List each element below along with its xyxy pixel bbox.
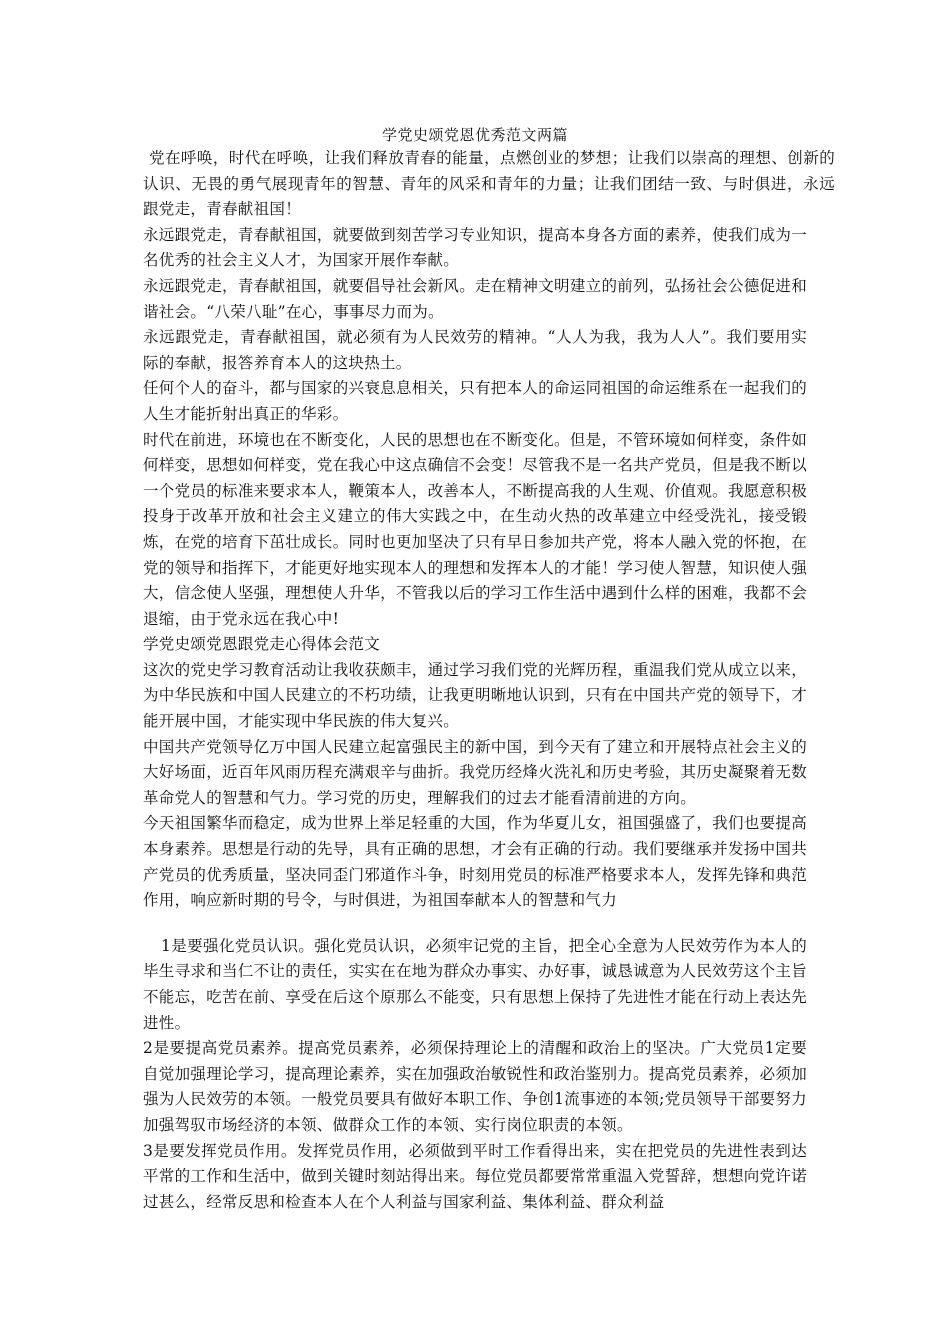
document-page: [143, 124, 835, 1215]
paragraph: 2是要提高党员素养。提高党员素养，必须保持理论上的清醒和政治上的坚决。广大党员1定要自觉加强理论学习，提高理论素养，实在加强政治敏锐性和政治鉴别力。提高党员素养，必须加强为人民效劳的本领。一般党员要具有做好本职工作、争创1流事迹的本领;党员领导干部要努力加强驾驭市场经济的本领、做群众工作的本领、实行岗位职责的本领。: [143, 1039, 807, 1134]
paragraph: 时代在前进，环境也在不断变化，人民的思想也在不断变化。但是，不管环境如何样变，条件如何样变，思想如何样变，党在我心中这点确信不会变！尽管我不是一名共产党员，但是我不断以一个党员的标准来要求本人，鞭策本人，改善本人，不断提高我的人生观、价值观。我愿意积极投身于改革开放和社会主义建立的伟大实践之中，在生动火热的改革建立中经受洗礼，接受锻炼，在党的培育下茁壮成长。同时也更加坚决了只有早日参加共产党，将本人融入党的怀抱，在党的领导和指挥下，才能更好地实现本人的理想和发挥本人的才能！学习使人智慧，知识使人强大，信念使人坚强，理想使人升华，不管我以后的学习工作生活中遇到什么样的困难，我都不会退缩，由于党永远在我心中!: [143, 430, 807, 628]
paragraph: 1是要强化党员认识。强化党员认识，必须牢记党的主旨，把全心全意为人民效劳作为本人的毕生寻求和当仁不让的责任，实实在在地为群众办事实、办好事，诚恳诚意为人民效劳这个主旨不能忘，吃苦在前、享受在后这个原那么不能变，只有思想上保持了先进性才能在行动上表达先进性。: [143, 936, 807, 1032]
paragraph: 永远跟党走，青春献祖国，就要倡导社会新风。走在精神文明建立的前列，弘扬社会公德促进和谐社会。“八荣八耻”在心，事事尽力而为。: [143, 276, 807, 321]
paragraph: 这次的党史学习教育活动让我收获颇丰，通过学习我们党的光辉历程，重温我们党从成立以来，为中华民族和中国人民建立的不朽功绩，让我更明晰地认识到，只有在中国共产党的领导下，才能开展中国，才能实现中华民族的伟大复兴。: [143, 660, 807, 731]
paragraph: 3是要发挥党员作用。发挥党员作用，必须做到平时工作看得出来，实在把党员的先进性表到达平常的工作和生活中，做到关键时刻站得出来。每位党员都要常常重温入党誓辞，想想向党许诺过甚么，经常反思和检查本人在个人利益与国家利益、集体利益、群众利益: [143, 1141, 807, 1211]
paragraph: 永远跟党走，青春献祖国，就必须有为人民效劳的精神。“人人为我，我为人人”。我们要用实际的奉献，报答养育本人的这块热土。: [143, 328, 807, 372]
document-title: 学党史颂党恩优秀范文两篇: [381, 126, 568, 144]
blank-line: [143, 914, 807, 934]
section-heading: 学党史颂党恩跟党走心得体会范文: [143, 635, 381, 654]
paragraph: 党在呼唤，时代在呼唤，让我们释放青春的能量，点燃创业的梦想；让我们以崇高的理想、创新的认识、无畏的勇气展现青年的智慧、青年的风采和青年的力量；让我们团结一致、与时俱进，永远跟党走，青春献祖国！: [143, 149, 835, 219]
paragraph: 中国共产党领导亿万中国人民建立起富强民主的新中国，到今天有了建立和开展特点社会主义的大好场面，近百年风雨历程充满艰辛与曲折。我党历经烽火洗礼和历史考验，其历史凝聚着无数革命党人的智慧和气力。学习党的历史，理解我们的过去才能看清前进的方向。: [143, 737, 807, 807]
paragraph: 永远跟党走，青春献祖国，就要做到刻苦学习专业知识，提高本身各方面的素养，使我们成为一名优秀的社会主义人才，为国家开展作奉献。: [143, 225, 807, 270]
paragraph: 任何个人的奋斗，都与国家的兴衰息息相关，只有把本人的命运同祖国的命运维系在一起我们的人生才能折射出真正的华彩。: [143, 379, 807, 423]
paragraph: 今天祖国繁华而稳定，成为世界上举足轻重的大国，作为华夏儿女，祖国强盛了，我们也要提高本身素养。思想是行动的先导，具有正确的思想，才会有正确的行动。我们要继承并发扬中国共产党员的优秀质量，坚决同歪门邪道作斗争，时刻用党员的标准严格要求本人，发挥先锋和典范作用，响应新时期的号令，与时俱进，为祖国奉献本人的智慧和气力: [143, 814, 807, 910]
